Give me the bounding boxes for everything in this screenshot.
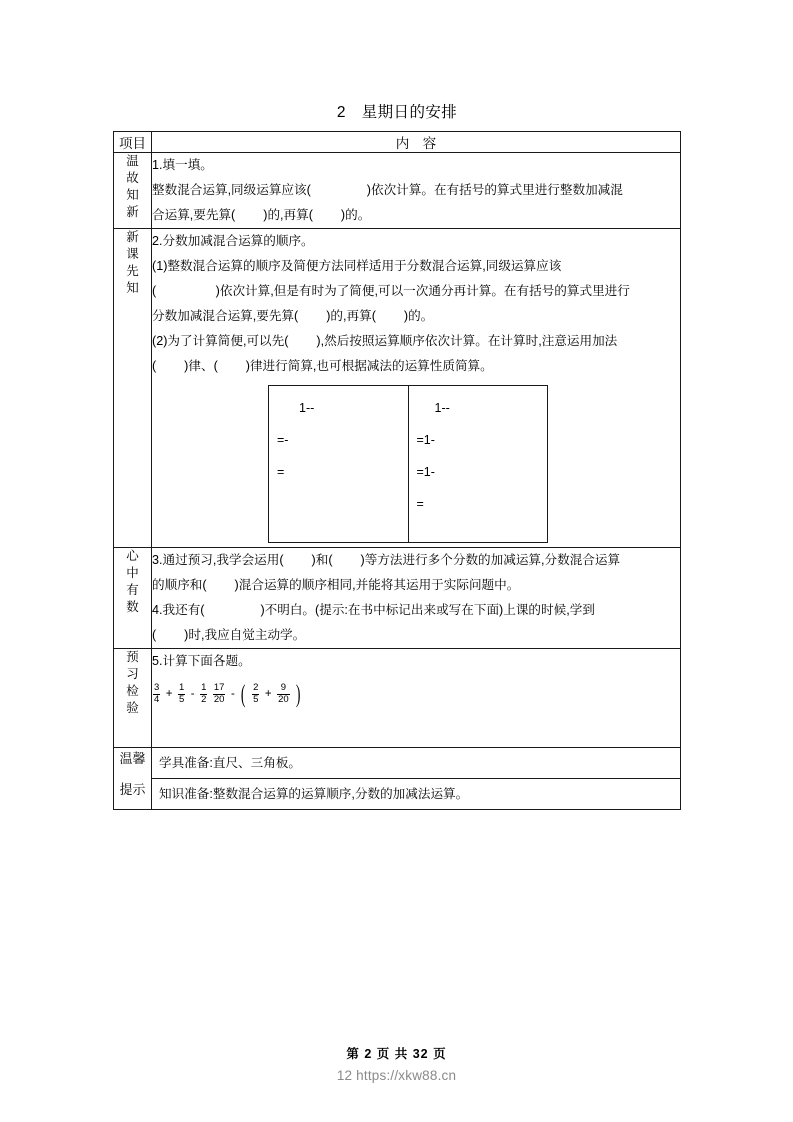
fraction [277,683,290,705]
work-line: =1- [416,465,435,479]
row-label-wengu [114,153,152,229]
worked-example-cell-left [269,386,409,543]
table-row [114,229,681,548]
text-line: 5.计算下面各题。 [152,654,251,668]
label-char: 预 [126,650,139,664]
row-content-yuxi [152,649,681,748]
denominator: 4 [154,693,160,705]
worked-example-area [152,379,680,547]
operator: - [230,688,235,701]
table-row-tips-1 [114,748,681,779]
label-char: 课 [126,247,139,261]
numerator: 3 [154,682,160,694]
label-char: 知 [126,281,139,295]
denominator: 5 [253,693,259,705]
tips-content-line1: 学具准备:直尺、三角板。 [152,748,681,779]
worked-example-row [269,386,548,543]
text-line: 分数加减混合运算,要先算( )的,再算( )的。 [152,309,434,323]
numerator: 1 [201,682,207,694]
text-line: ( )依次计算,但是有时为了简便,可以一次通分再计算。在有括号的算式里进行 [152,284,630,298]
worked-example-table [268,385,548,543]
label-char: 检 [126,684,139,698]
text-line: (2)为了计算简便,可以先( ),然后按照运算顺序依次计算。在计算时,注意运用加法 [152,334,618,348]
label-char: 习 [126,667,139,681]
header-label-cell: 项目 [114,132,152,153]
numerator: 9 [280,682,286,694]
text-line: 4.我还有( )不明白。(提示:在书中标记出来或写在下面)上课的时候,学到 [152,603,595,617]
table-row-tips-2 [114,779,681,810]
label-char: 故 [126,171,139,185]
label-char: 有 [126,583,139,597]
label-char: 中 [126,566,139,580]
operator: - [190,688,195,701]
tips-label-line2: 提示 [114,779,152,810]
label-char: 先 [126,264,139,278]
lesson-preview-table [113,131,681,810]
text-line: 3.通过预习,我学会运用( )和( )等方法进行多个分数的加减运算,分数混合运算 [152,553,621,567]
text-line: 合运算,要先算( )的,再算( )的。 [152,208,371,222]
right-paren: ) [295,680,301,708]
fraction [200,683,207,705]
table-row [114,649,681,748]
row-label-yuxi [114,649,152,748]
row-content-xinke [152,229,681,548]
text-line: 的顺序和( )混合运算的顺序相同,并能将其运用于实际问题中。 [152,578,520,592]
header-content-cell: 内 容 [152,132,681,153]
numerator: 2 [253,682,259,694]
fraction [153,683,160,705]
row-content-xinzhong [152,548,681,649]
tips-label-line1: 温馨 [114,748,152,779]
work-line: = [416,497,424,511]
denominator: 2 [201,693,207,705]
expression-1 [152,678,208,709]
fraction [252,683,259,705]
work-line: 1-- [299,401,315,415]
row-label-xinzhong [114,548,152,649]
left-paren: ( [241,680,246,708]
numerator: 1 [178,682,185,694]
label-char: 验 [126,701,139,715]
practice-expressions [152,678,680,709]
label-char: 新 [126,205,139,219]
text-line: ( )律、( )律进行简算,也可根据减法的运算性质简算。 [152,359,493,373]
text-line: ( )时,我应自觉主动学。 [152,628,306,642]
work-line: = [277,465,285,479]
text-line: 1.填一填。 [152,158,213,172]
expression-2 [212,678,303,709]
row-label-xinke [114,229,152,548]
text-line: (1)整数混合运算的顺序及简便方法同样适用于分数混合运算,同级运算应该 [152,259,562,273]
text-line: 整数混合运算,同级运算应该( )依次计算。在有括号的算式里进行整数加减混 [152,183,623,197]
label-char: 数 [126,600,139,614]
watermark: 12 https://xkw88.cn [336,1068,457,1083]
fraction [178,683,185,705]
label-char: 心 [126,549,139,563]
table-row [114,548,681,649]
tips-content-line2: 知识准备:整数混合运算的运算顺序,分数的加减法运算。 [152,779,681,810]
page-footer: 第 2 页 共 32 页 [346,1047,447,1061]
denominator: 5 [178,693,185,705]
label-char: 新 [126,230,139,244]
text-line: 2.分数加减混合运算的顺序。 [152,234,314,248]
label-char: 知 [126,188,139,202]
table-row [114,153,681,229]
denominator: 20 [213,693,225,705]
table-header-row [114,132,681,153]
numerator: 17 [213,682,225,694]
label-char: 温 [126,154,139,168]
fraction [213,683,226,705]
work-line: =1- [416,433,435,447]
page-title: 2 星期日的安排 [336,104,458,121]
denominator: 20 [278,693,289,705]
operator: + [165,688,173,701]
operator: + [264,688,272,701]
work-line: 1-- [434,401,450,415]
row-content-wengu [152,153,681,229]
worked-example-cell-right [408,386,548,543]
work-line: =- [277,433,289,447]
